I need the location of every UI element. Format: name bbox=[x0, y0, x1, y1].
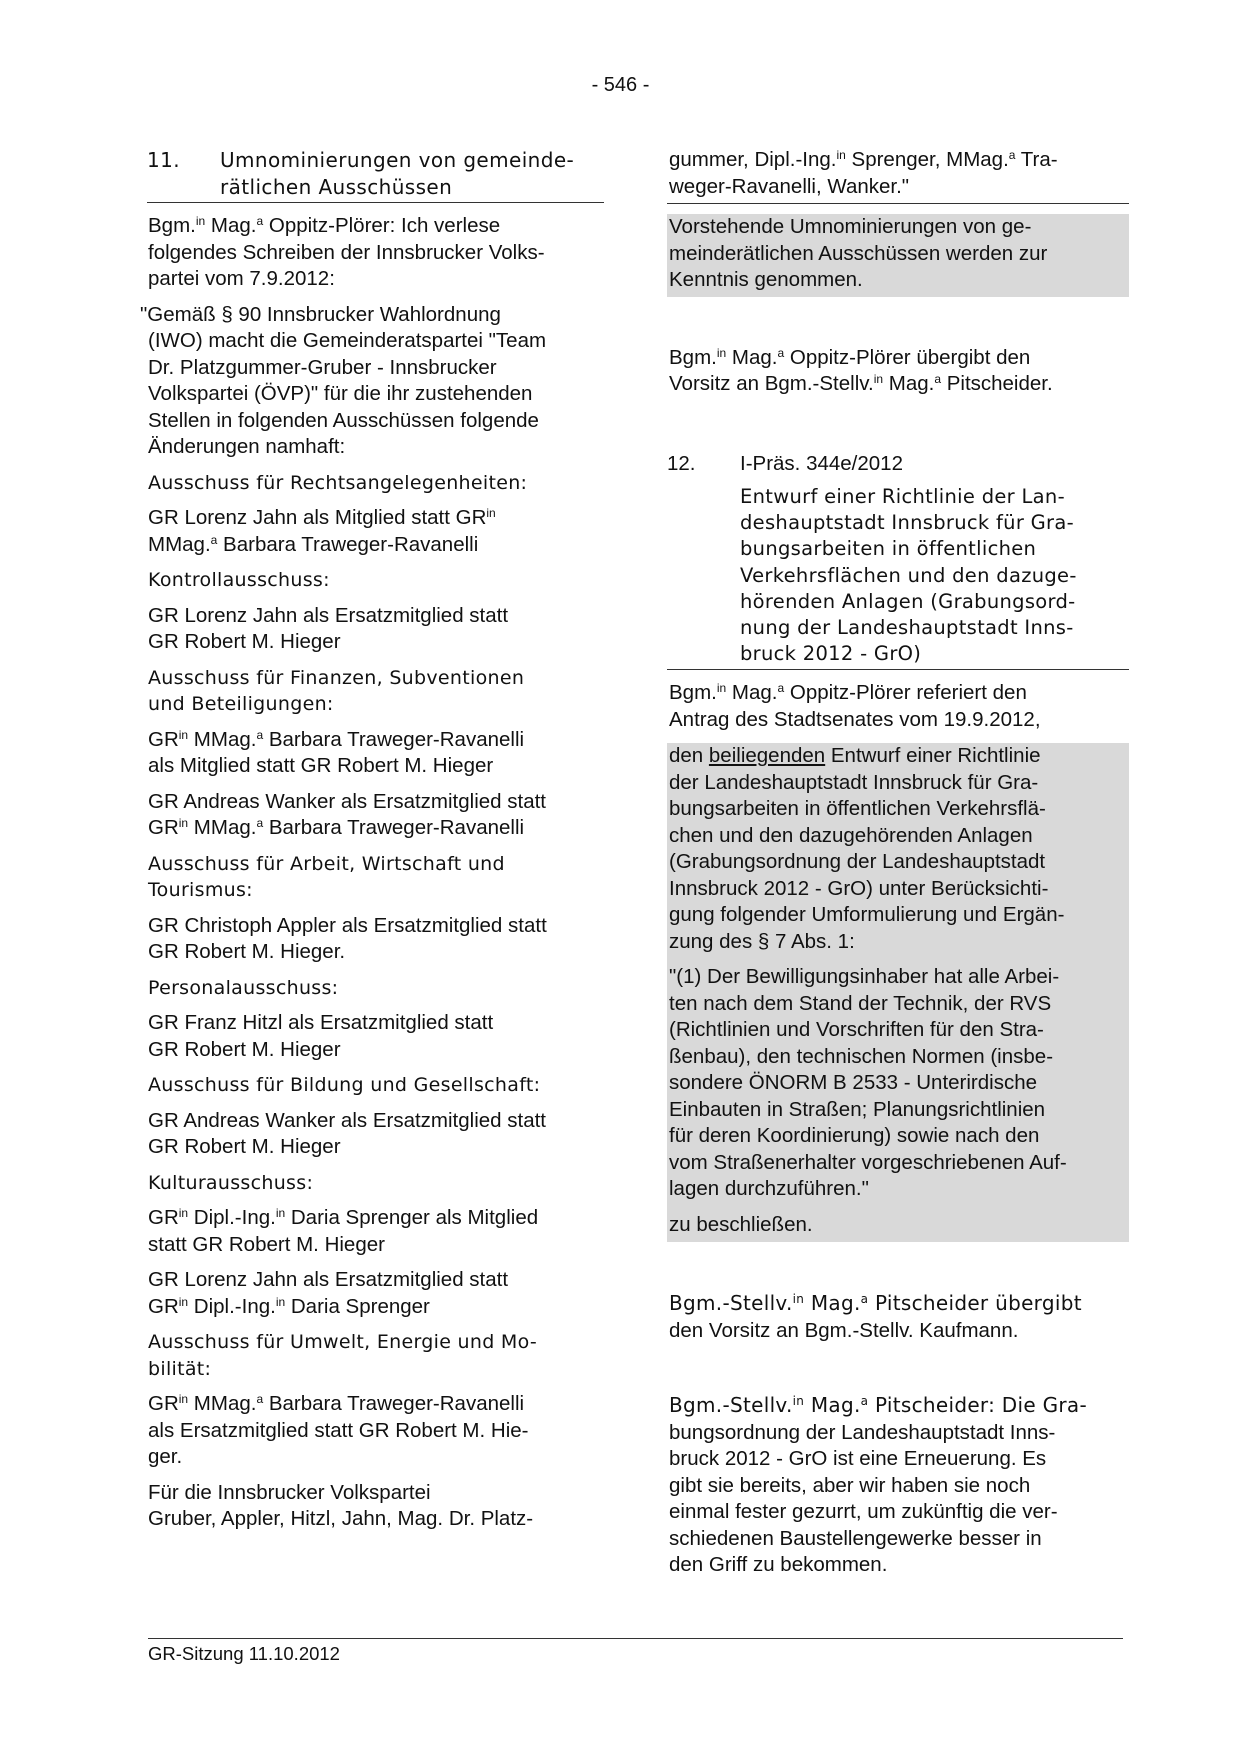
committee-title: Ausschuss für Arbeit, Wirtschaft und Tourismus: bbox=[148, 852, 505, 901]
agenda-item-12-heading bbox=[667, 451, 1129, 671]
motion-close: zu beschließen. bbox=[669, 1212, 813, 1236]
committee-title: Kontrollausschuss: bbox=[148, 569, 330, 591]
committee-title: Ausschuss für Bildung und Gesellschaft: bbox=[148, 1074, 541, 1096]
intro-paragraph: Bgm.$^{in}$ Mag.$^a$ Oppitz-Plörer: Ich verlese folgendes Schreiben der Innsbrucker Volks- partei vom 7.9.2012: bbox=[148, 214, 545, 290]
committee-title: Ausschuss für Finanzen, Subventionen und Beteiligungen: bbox=[148, 666, 525, 715]
report-paragraph: Bgm.$^{in}$ Mag.$^a$ Oppitz-Plörer referiert den Antrag des Stadtsenates vom 19.9.2012, bbox=[669, 681, 1041, 731]
agenda-item-number: 12. bbox=[667, 451, 696, 475]
page-number: - 546 - bbox=[591, 74, 650, 96]
agenda-item-reference: I-Präs. 344e/2012 bbox=[740, 451, 903, 475]
committee-entry: GR Andreas Wanker als Ersatzmitglied statt GR Robert M. Hieger bbox=[148, 1108, 546, 1158]
footer-divider bbox=[148, 1638, 1123, 1639]
committee-entry: $GR^{in}$ MMag.$^a$ Barbara Traweger-Ravanelli als Ersatzmitglied statt GR Robert M. Hie- ger. bbox=[148, 1392, 529, 1468]
speech-paragraph: Bgm.-Stellv.$^{in}$ Mag.$^a$ Pitscheider: Die Gra- bungsordnung der Landeshauptstadt Inns- bruck 2012 - GrO ist eine Erneuerung. Es gibt sie bereits, aber wir haben sie noch einmal fester gezurrt, um zukünftig die ver- schiedenen Baustellengewerke besser in den Griff zu bekommen. bbox=[669, 1393, 1088, 1577]
committee-entry: GR Lorenz Jahn als Mitglied statt $GR^{in}$ MMag.$^a$ Barbara Traweger-Ravanelli bbox=[148, 506, 496, 556]
letter-signoff: Für die Innsbrucker Volkspartei Gruber, Appler, Hitzl, Jahn, Mag. Dr. Platz- bbox=[148, 1480, 534, 1530]
committee-title: Ausschuss für Rechtsangelegenheiten: bbox=[148, 471, 528, 494]
motion-quote: "(1) Der Bewilligungsinhaber hat alle Arbei- ten nach dem Stand der Technik, der RVS (Richtlinien und Vorschriften für den Stra- ßenbau), den technischen Normen (insbe- sondere ÖNORM B 2533 - Unterirdische Einbauten in Straßen; Planungsrichtlinien für deren Koordinierung) sowie nach den vom Straßenerhalter vorgeschriebenen Auf- lagen durchzuführen." bbox=[669, 965, 1067, 1201]
committee-entry: GR Christoph Appler als Ersatzmitglied statt GR Robert M. Hieger. bbox=[148, 913, 547, 963]
committee-entry: $GR^{in}$ Dipl.-Ing.$^{in}$ Daria Sprenger als Mitglied statt GR Robert M. Hieger bbox=[148, 1206, 539, 1256]
letter-paragraph: "Gemäß § 90 Innsbrucker Wahlordnung (IWO) macht die Gemeinderatspartei "Team Dr. Platzgummer-Gruber - Innsbrucker Volkspartei (ÖVP)" für die ihr zustehenden Stellen in folgenden Ausschüssen folgende Änderungen namhaft: bbox=[140, 302, 547, 458]
motion-text: den beiliegenden Entwurf einer Richtlinie der Landeshauptstadt Innsbruck für Gra- bungsarbeiten in öffentlichen Verkehrsflä- chen und den dazugehörenden Anlagen (Grabungsordnung der Landeshauptstadt Innsbruck 2012 - GrO) unter Berücksichti- gung folgender Umformulierung und Ergän- zung des § 7 Abs. 1: bbox=[669, 744, 1065, 953]
agenda-item-title: Umnominierungen von gemeinde- rätlichen Ausschüssen bbox=[220, 148, 575, 199]
footer-session-date: GR-Sitzung 11.10.2012 bbox=[148, 1643, 340, 1664]
committee-title: Ausschuss für Umwelt, Energie und Mo- bilität: bbox=[148, 1331, 538, 1380]
agenda-item-title: Entwurf einer Richtlinie der Lan- deshauptstadt Innsbruck für Gra- bungsarbeiten in öffentlichen Verkehrsflächen und den dazuge- hörenden Anlagen (Grabungsord- nung der Landeshauptstadt Inns- bruck 2012 - GrO) bbox=[740, 485, 1077, 666]
committee-entry: GR Lorenz Jahn als Ersatzmitglied statt GR Robert M. Hieger bbox=[148, 603, 509, 653]
committee-entry: GR Franz Hitzl als Ersatzmitglied statt GR Robert M. Hieger bbox=[148, 1011, 494, 1061]
chair-handover: Bgm.-Stellv.$^{in}$ Mag.$^a$ Pitscheider übergibt den Vorsitz an Bgm.-Stellv. Kaufmann. bbox=[669, 1291, 1082, 1342]
agenda-item-number: 11. bbox=[147, 148, 181, 172]
agenda-item-11-heading bbox=[147, 147, 604, 203]
committee-title: Personalausschuss: bbox=[148, 976, 339, 999]
right-column bbox=[669, 147, 1129, 1579]
left-column bbox=[140, 147, 604, 1533]
committee-entry: GR Andreas Wanker als Ersatzmitglied statt $GR^{in}$ MMag.$^a$ Barbara Traweger-Ravanelli bbox=[148, 789, 546, 839]
chair-handover: Bgm.$^{in}$ Mag.$^a$ Oppitz-Plörer übergibt den Vorsitz an Bgm.-Stellv.$^{in}$ Mag.$^a$ Pitscheider. bbox=[669, 345, 1053, 395]
committee-entry: $GR^{in}$ MMag.$^a$ Barbara Traweger-Ravanelli als Mitglied statt GR Robert M. Hieger bbox=[148, 727, 525, 777]
decision-box: Vorstehende Umnominierungen von ge- meinderätlichen Ausschüssen werden zur Kenntnis genommen. bbox=[667, 214, 1129, 297]
enclosure-reference: beiliegenden bbox=[708, 744, 826, 768]
letter-continuation: gummer, Dipl.-Ing.$^{in}$ Sprenger, MMag.$^a$ Tra- weger-Ravanelli, Wanker." bbox=[667, 147, 1129, 204]
committee-title: Kulturausschuss: bbox=[148, 1171, 314, 1194]
motion-box bbox=[667, 743, 1129, 1242]
committee-entry: GR Lorenz Jahn als Ersatzmitglied statt $GR^{in}$ Dipl.-Ing.$^{in}$ Daria Sprenger bbox=[148, 1268, 509, 1318]
